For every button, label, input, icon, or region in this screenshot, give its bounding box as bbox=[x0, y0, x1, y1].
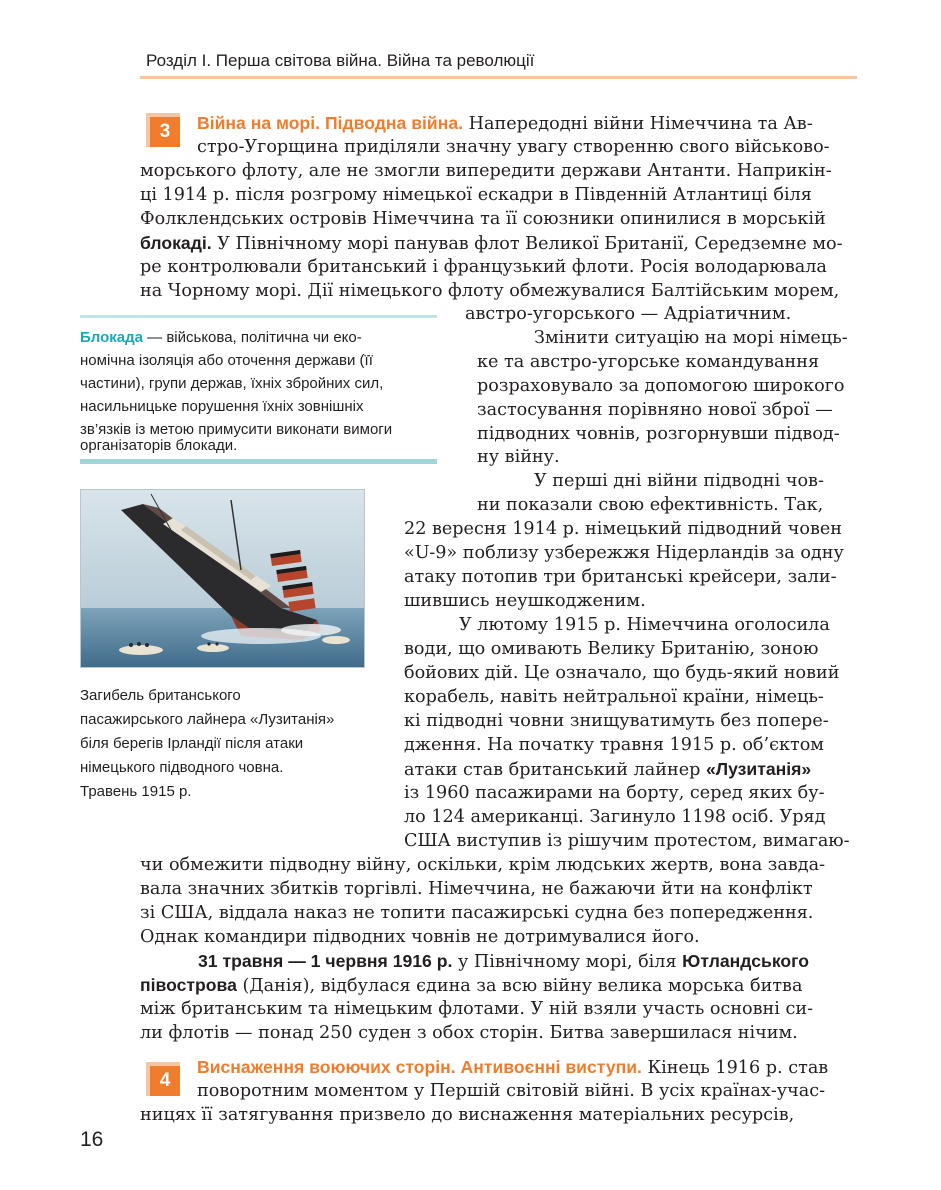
section-3-first-line: Війна на морі. Підводна війна. Напередодні війни Німеччина та Ав- bbox=[197, 113, 813, 134]
paragraph-line: 22 вересня 1914 р. німецький підводний човен bbox=[404, 519, 842, 539]
paragraph-line: поворотним моментом у Першій світовій війні. В усіх країнах-учас- bbox=[197, 1081, 826, 1101]
section-4-badge: 4 bbox=[150, 1066, 180, 1096]
definition-line: номічна ізоляція або оточення держави (її bbox=[80, 352, 373, 369]
paragraph-line: ну війну. bbox=[477, 447, 560, 467]
section-4-title: Виснаження воюючих сторін. Антивоєнні виступи. bbox=[197, 1057, 642, 1077]
paragraph-line: дження. На початку травня 1915 р. об’єктом bbox=[404, 735, 824, 755]
paragraph-line: 31 травня — 1 червня 1916 р. у Північному морі, біля Ютландського bbox=[198, 951, 809, 972]
paragraph-line: чи обмежити підводну війну, оскільки, крім людських жертв, вона завда- bbox=[140, 855, 826, 875]
lusitania-illustration bbox=[80, 489, 365, 668]
running-header: Розділ І. Перша світова війна. Війна та революції bbox=[146, 51, 535, 70]
paragraph-line: Фолклендських островів Німеччина та її союзники опинилися в морській bbox=[140, 209, 826, 229]
paragraph-line: корабель, навіть нейтральної країни, німець- bbox=[404, 687, 824, 707]
paragraph-line: У перші дні війни підводні чов- bbox=[534, 471, 824, 491]
paragraph-line: атаки став британський лайнер «Лузитанія» bbox=[404, 759, 812, 780]
paragraph-line: на Чорному морі. Дії німецького флоту обмежувалися Балтійським морем, bbox=[140, 281, 840, 301]
definition-line: зв’язків із метою примусити виконати вимоги bbox=[80, 421, 393, 438]
caption-line: німецького підводного човна. bbox=[80, 759, 284, 776]
paragraph-line: ре контролювали британський і французький флоти. Росія володарювала bbox=[140, 257, 827, 277]
paragraph-line: ці 1914 р. після розгрому німецької ескадри в Південній Атлантиці біля bbox=[140, 185, 812, 205]
paragraph-line: кі підводні човни знищуватимуть без попере- bbox=[404, 711, 829, 731]
caption-line: пасажирського лайнера «Лузитанія» bbox=[80, 711, 335, 728]
paragraph-line: води, що омивають Велику Британію, зоною bbox=[404, 639, 819, 659]
paragraph-line: ло 124 американці. Загинуло 1198 осіб. Уряд bbox=[404, 807, 826, 827]
paragraph-line: вала значних збитків торгівлі. Німеччина, не бажаючи йти на конфлікт bbox=[140, 879, 813, 899]
paragraph-line: ли флотів — понад 250 суден з обох сторін. Битва завершилася нічим. bbox=[140, 1023, 798, 1043]
paragraph-line: блокаді. У Північному морі панував флот Великої Британії, Середземне мо- bbox=[140, 233, 843, 254]
sinking-ship-image bbox=[81, 490, 364, 667]
caption-line: біля берегів Ірландії після атаки bbox=[80, 735, 304, 752]
jutland-date: 31 травня — 1 червня 1916 р. bbox=[198, 951, 453, 971]
paragraph-line: морського флоту, але не змогли випередити держави Антанти. Наприкін- bbox=[140, 161, 832, 181]
page-number: 16 bbox=[80, 1128, 104, 1151]
paragraph-line: Змінити ситуацію на морі німець- bbox=[534, 328, 848, 348]
definition-line: частини), групи держав, їхніх збройних сил, bbox=[80, 375, 384, 392]
paragraph-line: підводних човнів, розгорнувши підвод- bbox=[477, 424, 840, 444]
caption-line: Травень 1915 р. bbox=[80, 783, 192, 800]
paragraph-line: ке та австро-угорське командування bbox=[477, 352, 820, 372]
blockade-term: блокаді. bbox=[140, 233, 212, 253]
section-3-badge: 3 bbox=[150, 117, 180, 147]
paragraph-line: США виступив із рішучим протестом, вимагаю- bbox=[404, 831, 850, 851]
paragraph-line: атаку потопив три британські крейсери, зали- bbox=[404, 567, 837, 587]
definition-top-rule bbox=[80, 315, 437, 318]
paragraph-line: бойових дій. Це означало, що будь-який новий bbox=[404, 663, 840, 683]
paragraph-line: застосування порівняно нової зброї — bbox=[477, 400, 833, 420]
paragraph-line: ни показали свою ефективність. Так, bbox=[477, 495, 824, 515]
header-rule bbox=[140, 76, 857, 79]
paragraph-line: розраховувало за допомогою широкого bbox=[477, 376, 845, 396]
lusitania-term: «Лузитанія» bbox=[706, 759, 812, 779]
definition-term: Блокада bbox=[80, 329, 143, 346]
paragraph-line: «U-9» поблизу узбережжя Нідерландів за одну bbox=[404, 543, 844, 563]
definition-bottom-rule bbox=[80, 459, 437, 464]
definition-line: організаторів блокади. bbox=[80, 437, 238, 454]
paragraph-line: ницях її затягування призвело до виснаження матеріальних ресурсів, bbox=[140, 1105, 795, 1125]
definition-first-line: Блокада — військова, політична чи еко- bbox=[80, 329, 362, 346]
section-4-first-line: Виснаження воюючих сторін. Антивоєнні виступи. Кінець 1916 р. став bbox=[197, 1057, 829, 1078]
paragraph-line: Однак командири підводних човнів не дотримувалися його. bbox=[140, 927, 700, 947]
caption-line: Загибель британського bbox=[80, 687, 241, 704]
paragraph-line: між британським та німецьким флотами. У ній взяли участь основні си- bbox=[140, 999, 814, 1019]
paragraph-line: У лютому 1915 р. Німеччина оголосила bbox=[459, 615, 830, 635]
paragraph-line: шившись неушкодженим. bbox=[404, 591, 646, 611]
section-3-title: Війна на морі. Підводна війна. bbox=[197, 113, 464, 133]
paragraph-line: зі США, віддала наказ не топити пасажирські судна без попередження. bbox=[140, 903, 814, 923]
paragraph-line: півострова (Данія), відбулася єдина за всю війну велика морська битва bbox=[140, 975, 803, 996]
jutland-term: Ютландського bbox=[682, 951, 809, 971]
paragraph-line: австро-угорського — Адріатичним. bbox=[465, 304, 792, 324]
paragraph-line: стро-Угорщина приділяли значну увагу створенню свого військово- bbox=[197, 137, 830, 157]
definition-line: насильницьке порушення їхніх зовнішніх bbox=[80, 398, 364, 415]
paragraph-line: із 1960 пасажирами на борту, серед яких бу- bbox=[404, 783, 825, 803]
